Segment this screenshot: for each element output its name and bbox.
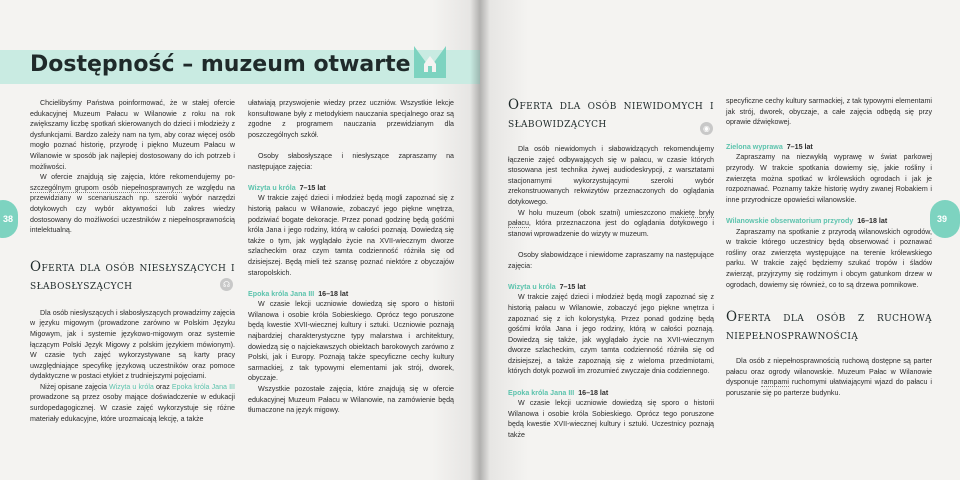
right-page [480,0,960,480]
intro-paragraph: Chcielibyśmy Państwa poinformować, że w stałej ofercie edukacyjnej Muzeum Pałacu w Wilanowie z roku na rok zwiększamy liczbę spotkań skierowanych do dzieci i młodzieży z dysfunkcjami. Bardzo zależy nam na tym, aby coraz więcej osób mogło poznać historię, przyrodę i piękno Muzeum Pałacu w Wilanowie w sposób jak najlepiej dostosowany do ich potrzeb i możliwości. [30,99,235,171]
deaf-lesson-2-title: Epoka króla Jana III 16–18 lat [248,289,349,298]
mobility-paragraph: Dla osób z niepełnosprawnością ruchową dostępne są parter pałacu oraz ogrody wilanowskie. Muzeum Pałac w Wilanowie dysponuje rampami ruchomymi ułatwiającymi wjazd do pałacu i poruszanie się po parterze budynku. [726,357,932,397]
column-4 [726,96,932,398]
page-number-left: 38 [0,200,18,238]
deaf-lesson-1-title: Wizyta u króla 7–15 lat [248,183,326,192]
ear-icon: ☊ [220,278,233,291]
blind-section-heading-wrap [508,96,714,132]
palace-model-link[interactable]: makietę bryły pałacu [508,208,714,228]
offer-paragraph: W ofercie znajdują się zajęcia, które rekomendujemy po-szczególnym grupom osób niepełnosprawnych ze względu na przewidziany w scenariuszach np. szeroki wybór narzędzi dotykowych czy wybór aktywności lub zakres wiedzy dostosowany do możliwości uczestników z niepełnosprawnością intelektualną. [30,173,235,235]
deaf-all-lessons: Wszystkie pozostałe zajęcia, które znajdują się w ofercie edukacyjnej Muzeum Pałacu w Wilanowie, na zamówienie będą tłumaczone na język migowy. [248,385,454,415]
disabled-groups-link[interactable]: szczególnym grupom osób niepełnosprawnych [30,183,183,192]
page-title: Dostępność – muzeum otwarte [30,52,411,77]
observatory-title: Wilanowskie obserwatorium przyrody 16–18 lat [726,216,888,225]
deaf-section-heading-wrap [30,258,235,294]
blind-invite: Osoby słabowidzące i niewidome zapraszamy na następujące zajęcia: [508,250,714,270]
page-number-right: 39 [930,200,960,238]
observatory-text: Zapraszamy na spotkanie z przyrodą wilanowskich ogrodów, w trakcie którego uczestnicy będą obserwować i poznawać rośliny oraz zwierzęta występujące na terenie królewskiego parku. W trakcie zajęć będziemy szukać tropów i śladów zwierząt, przyjrzymy się rodzimym i obcym gatunkom drzew w ogrodach, dowiemy się również, co to są drzewa pomnikowe. [726,227,932,289]
ramps-link[interactable]: rampami [761,378,789,387]
museum-logo-icon [410,42,450,82]
eye-icon: ◉ [700,122,713,135]
deaf-section-heading: Oferta dla osób niesłyszących i słabosłyszących [30,258,235,293]
deaf-lesson-2-text: W czasie lekcji uczniowie dowiedzą się sporo o historii Wilanowa i osobie króla Sobieskiego. Oprócz tego poruszone będą kwestie XVII-wiecznej kultury i sztuki. Uczniowie poznają najbardziej charakterystyczne typy malarstwa i architektury, dowiedzą się o najciekawszych obiektach barokowych zarówno z Polski, jak i Europy. Poznają także specyficzne cechy kultury sarmackiej, z tak typowymi elementami jak strój, dworek, obyczaje. [248,300,454,383]
mobility-section-heading-wrap [726,308,932,344]
col4-continuation: specyficzne cechy kultury sarmackiej, z tak typowymi elementami jak strój, dworek, obyczaje, a całe zajęcia odbędą się przy oprawie dźwiękowej. [726,97,932,127]
col2-continuation: ułatwiają przyswojenie wiedzy przez uczniów. Wszystkie lekcje konsultowane były z metodykiem nauczania specjalnego oraz są zgodne z programem nauczania przewidzianym dla poszczególnych szkół. [248,99,454,139]
blind-offer-paragraph: Dla osób niewidomych i słabowidzących rekomendujemy łączenie zajęć odbywających się w pałacu, w czasie których stosowana jest technika żywej audiodeskrypcji, z warsztatami stacjonarnymi wykorzystującymi szeroki wybór zrekonstruowanych rekwizytów przeznaczonych do oglądania dotykowego. [508,145,714,206]
column-3 [508,96,714,441]
blind-section-heading: Oferta dla osób niewidomych i słabowidzących [508,97,714,131]
blind-lesson-1-title: Wizyta u króla 7–15 lat [508,282,586,291]
green-trip-title: Zielona wyprawa 7–15 lat [726,142,813,151]
blind-lesson-2-title: Epoka króla Jana III 16–18 lat [508,388,609,397]
mobility-section-heading: Oferta dla osób z ruchową niepełnosprawnością [726,309,932,344]
deaf-offer-paragraph: Dla osób niesłyszących i słabosłyszących prowadzimy zajęcia w języku migowym (prowadzone zarówno w Polskim Języku Migowym, jak i systemie językowo-migowym oraz systemie łączącym Polski Język Migowy z polskim językiem mówionym). W czasie tych zajęć wykorzystywane są karty pracy uwzględniające specyfikę językową uczestników oraz pomoce dydaktyczne w postaci etykiet z trudniejszymi pojęciami. [30,308,235,381]
column-1 [30,98,235,424]
deaf-lessons-paragraph: Niżej opisane zajęcia Wizyta u króla oraz Epoka króla Jana III prowadzone są przez osoby mające doświadczenie w edukacji surdopedagogicznej. W czasie zajęć wykorzystuje się różne materiały edukacyjne, które urozmaicają lekcję, a także [30,382,236,423]
blind-lesson-2-text: W czasie lekcji uczniowie dowiedzą się sporo o historii Wilanowa i osobie króla Sobieskiego. Oprócz tego poruszone będą kwestie XVII-wiecznej kultury i sztuki. Uczestnicy poznają także [508,399,714,440]
model-paragraph: W holu muzeum (obok szatni) umieszczono makietę bryły pałacu, która przeznaczona jest do oglądania dotykowego i stanowi wprowadzenie do wizyty w muzeum. [508,208,714,238]
deaf-lesson-1-text: W trakcie zajęć dzieci i młodzież będą mogli zapoznać się z historią pałacu w Wilanowie, zobaczyć jego piękne wnętrza, podziwiać bogate dekoracje. Przez ponad godzinę będą gośćmi króla Jana i jego rodziny, którą w całości poznają. Dowiedzą się także o tym, jak wyglądało życie na XVII-wiecznym dworze szlacheckim oraz czym tamta codzienność różniła się od dzisiejszej. Będą mieli też szansę poznać niektóre z obyczajów staropolskich. [248,194,454,277]
blind-lesson-1-text: W trakcie zajęć dzieci i młodzież będą mogli zapoznać się z historią pałacu w Wilanowie, zobaczyć jego piękne wnętrza i zapoznać się z ich kolorystyką. Przez ponad godzinę będą gośćmi króla Jana i jego rodziny, którą w całości poznają. Dowiedzą się także, jak wyglądało życie na XVII-wiecznym dworze szlacheckim, czym tamta codzienność różniła się od dzisiejszej, a także zapoznają się z wieloma przedmiotami, których dotyk pozwoli im zrozumieć zwyczaje dnia codziennego. [508,293,714,376]
column-2 [248,98,454,416]
green-trip-text: Zapraszamy na niezwykłą wyprawę w świat parkowej przyrody. W trakcie spotkania dowiemy się, jakie rośliny i zwierzęta można spotkać w królewskich ogrodach i jak je rozpoznawać. Poznamy także historię wydry zwanej Robakiem i inne przyrodnicze opowieści wilanowskie. [726,153,932,204]
deaf-invite: Osoby słabosłyszące i niesłyszące zapraszamy na następujące zajęcia: [248,151,454,171]
book-gutter [470,0,490,480]
